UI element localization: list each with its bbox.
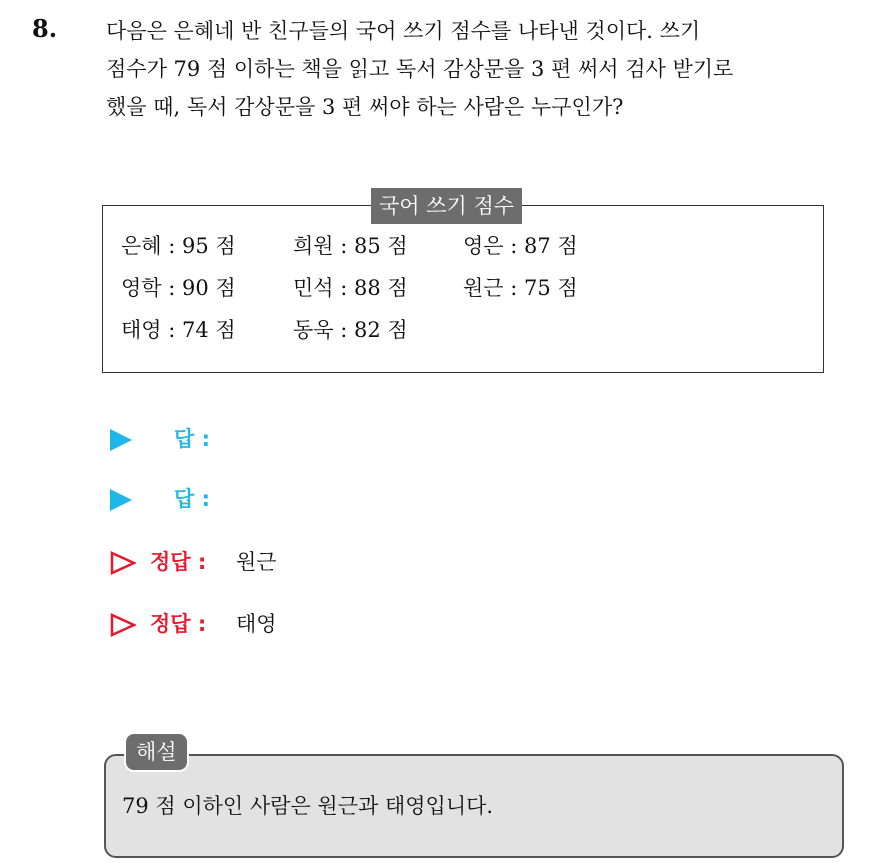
question-number: 8. [32, 14, 58, 43]
score-entry: 영학 : 90 점 [121, 276, 236, 300]
outline-arrow-icon [110, 551, 136, 575]
question-line: 했을 때, 독서 감상문을 3 편 써야 하는 사람은 누구인가? [106, 95, 624, 119]
score-entry: 은혜 : 95 점 [121, 234, 236, 258]
score-box [102, 194, 824, 373]
correct-answer-label: 정답 : [150, 612, 207, 636]
play-arrow-icon [110, 429, 132, 451]
score-entry: 영은 : 87 점 [463, 234, 578, 258]
score-entry: 원근 : 75 점 [463, 276, 578, 300]
answer-label: 답 : [174, 427, 210, 451]
explanation-title: 해설 [124, 732, 189, 772]
outline-arrow-icon [110, 613, 136, 637]
explanation-box [104, 740, 844, 858]
correct-answer-label: 정답 : [150, 550, 207, 574]
question-line: 점수가 79 점 이하는 책을 읽고 독서 감상문을 3 편 써서 검사 받기로 [106, 57, 734, 81]
question-line: 다음은 은혜네 반 친구들의 국어 쓰기 점수를 나타낸 것이다. 쓰기 [106, 19, 701, 43]
play-arrow-icon [110, 489, 132, 511]
correct-answer-value: 원근 [236, 550, 277, 574]
question-text [106, 12, 866, 126]
score-entry: 민석 : 88 점 [293, 276, 408, 300]
score-box-title: 국어 쓰기 점수 [371, 188, 522, 224]
score-entry: 희원 : 85 점 [293, 234, 408, 258]
score-entry: 태영 : 74 점 [121, 318, 236, 342]
correct-answer-value: 태영 [236, 612, 277, 636]
score-entry: 동욱 : 82 점 [293, 318, 408, 342]
explanation-text: 79 점 이하인 사람은 원근과 태영입니다. [122, 794, 494, 818]
answer-label: 답 : [174, 487, 210, 511]
